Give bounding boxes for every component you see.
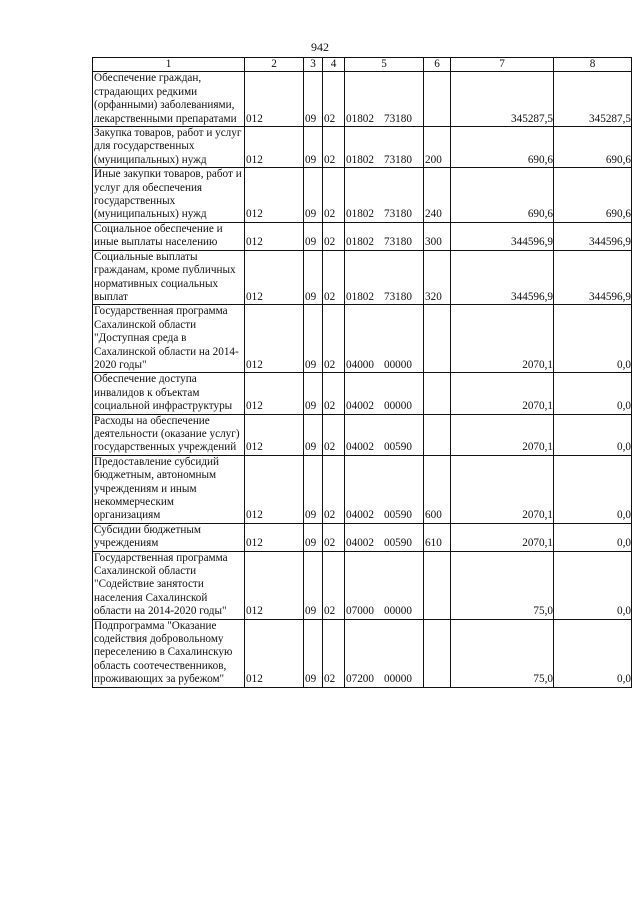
target-article-direction: 00590 — [383, 509, 412, 522]
amount-col7-cell: 2070,1 — [451, 523, 554, 551]
amount-col7-cell: 344596,9 — [451, 222, 554, 250]
row-name-cell: Государственная программа Сахалинской области "Содействие занятости населения Сахалинской области на 2014-2020 годы" — [93, 551, 245, 619]
budget-table — [92, 57, 632, 688]
row-name-cell: Закупка товаров, работ и услуг для государственных (муниципальных) нужд — [93, 127, 245, 168]
amount-col8-cell: 344596,9 — [554, 222, 632, 250]
expense-type-cell: 200 — [424, 127, 451, 168]
target-article-direction: 00590 — [383, 441, 412, 454]
target-article-cell — [345, 72, 424, 127]
ministry-code-cell: 012 — [245, 72, 304, 127]
subsection-cell: 02 — [323, 414, 345, 455]
amount-col8-cell: 0,0 — [554, 305, 632, 373]
subsection-cell: 02 — [323, 168, 345, 223]
target-article-cell — [345, 551, 424, 619]
ministry-code-cell: 012 — [245, 305, 304, 373]
column-header: 2 — [245, 58, 304, 72]
row-name-cell: Обеспечение граждан, страдающих редкими (орфанными) заболеваниями, лекарственными препаратами — [93, 72, 245, 127]
expense-type-cell: 600 — [424, 455, 451, 523]
target-article-cell — [345, 305, 424, 373]
target-article-program: 04002 — [346, 400, 374, 413]
amount-col7-cell: 2070,1 — [451, 373, 554, 414]
table-row — [93, 305, 632, 373]
target-article-direction: 00590 — [383, 537, 412, 550]
target-article-cell — [345, 373, 424, 414]
table-row — [93, 168, 632, 223]
expense-type-cell — [424, 551, 451, 619]
table-row — [93, 127, 632, 168]
target-article-direction: 73180 — [383, 112, 412, 125]
amount-col7-cell: 2070,1 — [451, 305, 554, 373]
expense-type-cell: 240 — [424, 168, 451, 223]
target-article-direction: 00000 — [383, 400, 412, 413]
column-header: 5 — [345, 58, 424, 72]
ministry-code-cell: 012 — [245, 250, 304, 305]
amount-col8-cell: 0,0 — [554, 619, 632, 687]
row-name-cell: Государственная программа Сахалинской области "Доступная среда в Сахалинской области на 2014-2020 годы" — [93, 305, 245, 373]
target-article-program: 07000 — [346, 605, 374, 618]
section-cell: 09 — [304, 72, 323, 127]
target-article-direction: 73180 — [383, 153, 412, 166]
ministry-code-cell: 012 — [245, 551, 304, 619]
ministry-code-cell: 012 — [245, 127, 304, 168]
ministry-code-cell: 012 — [245, 619, 304, 687]
section-cell: 09 — [304, 127, 323, 168]
table-row — [93, 523, 632, 551]
section-cell: 09 — [304, 619, 323, 687]
column-header: 3 — [304, 58, 323, 72]
amount-col8-cell: 0,0 — [554, 373, 632, 414]
target-article-direction: 73180 — [383, 290, 412, 303]
table-row — [93, 455, 632, 523]
target-article-direction: 73180 — [383, 208, 412, 221]
target-article-direction: 00000 — [383, 358, 412, 371]
expense-type-cell: 610 — [424, 523, 451, 551]
ministry-code-cell: 012 — [245, 222, 304, 250]
row-name-cell: Подпрограмма "Оказание содействия добровольному переселению в Сахалинскую область соотечественников, проживающих за рубежом" — [93, 619, 245, 687]
amount-col7-cell: 690,6 — [451, 168, 554, 223]
amount-col8-cell: 690,6 — [554, 127, 632, 168]
subsection-cell: 02 — [323, 222, 345, 250]
target-article-cell — [345, 455, 424, 523]
amount-col8-cell: 0,0 — [554, 414, 632, 455]
subsection-cell: 02 — [323, 250, 345, 305]
expense-type-cell: 320 — [424, 250, 451, 305]
target-article-cell — [345, 523, 424, 551]
subsection-cell: 02 — [323, 373, 345, 414]
page-number: 942 — [311, 40, 329, 54]
target-article-program: 04002 — [346, 441, 374, 454]
section-cell: 09 — [304, 414, 323, 455]
amount-col8-cell: 345287,5 — [554, 72, 632, 127]
target-article-program: 01802 — [346, 290, 374, 303]
table-row — [93, 414, 632, 455]
target-article-direction: 73180 — [383, 236, 412, 249]
table-row — [93, 222, 632, 250]
section-cell: 09 — [304, 455, 323, 523]
subsection-cell: 02 — [323, 619, 345, 687]
target-article-program: 04002 — [346, 537, 374, 550]
target-article-cell — [345, 250, 424, 305]
column-header: 7 — [451, 58, 554, 72]
amount-col8-cell: 0,0 — [554, 551, 632, 619]
amount-col7-cell: 344596,9 — [451, 250, 554, 305]
subsection-cell: 02 — [323, 72, 345, 127]
amount-col7-cell: 75,0 — [451, 551, 554, 619]
target-article-cell — [345, 222, 424, 250]
amount-col7-cell: 2070,1 — [451, 455, 554, 523]
amount-col7-cell: 2070,1 — [451, 414, 554, 455]
row-name-cell: Социальные выплаты гражданам, кроме публичных нормативных социальных выплат — [93, 250, 245, 305]
target-article-program: 07200 — [346, 673, 374, 686]
section-cell: 09 — [304, 523, 323, 551]
amount-col8-cell: 0,0 — [554, 455, 632, 523]
expense-type-cell — [424, 305, 451, 373]
amount-col7-cell: 75,0 — [451, 619, 554, 687]
ministry-code-cell: 012 — [245, 168, 304, 223]
section-cell: 09 — [304, 250, 323, 305]
subsection-cell: 02 — [323, 523, 345, 551]
table-row — [93, 619, 632, 687]
ministry-code-cell: 012 — [245, 373, 304, 414]
ministry-code-cell: 012 — [245, 455, 304, 523]
header-row — [93, 58, 632, 72]
column-header: 6 — [424, 58, 451, 72]
target-article-program: 04002 — [346, 509, 374, 522]
target-article-cell — [345, 168, 424, 223]
section-cell: 09 — [304, 305, 323, 373]
row-name-cell: Субсидии бюджетным учреждениям — [93, 523, 245, 551]
expense-type-cell — [424, 619, 451, 687]
amount-col8-cell: 690,6 — [554, 168, 632, 223]
expense-type-cell — [424, 72, 451, 127]
amount-col8-cell: 344596,9 — [554, 250, 632, 305]
expense-type-cell: 300 — [424, 222, 451, 250]
target-article-program: 01802 — [346, 236, 374, 249]
target-article-program: 04000 — [346, 358, 374, 371]
target-article-program: 01802 — [346, 153, 374, 166]
target-article-direction: 00000 — [383, 605, 412, 618]
expense-type-cell — [424, 414, 451, 455]
expense-type-cell — [424, 373, 451, 414]
target-article-cell — [345, 414, 424, 455]
subsection-cell: 02 — [323, 455, 345, 523]
ministry-code-cell: 012 — [245, 523, 304, 551]
section-cell: 09 — [304, 373, 323, 414]
section-cell: 09 — [304, 222, 323, 250]
subsection-cell: 02 — [323, 551, 345, 619]
column-header: 4 — [323, 58, 345, 72]
ministry-code-cell: 012 — [245, 414, 304, 455]
target-article-cell — [345, 619, 424, 687]
column-header: 1 — [93, 58, 245, 72]
row-name-cell: Иные закупки товаров, работ и услуг для обеспечения государственных (муниципальных) нужд — [93, 168, 245, 223]
section-cell: 09 — [304, 168, 323, 223]
target-article-direction: 00000 — [383, 673, 412, 686]
amount-col8-cell: 0,0 — [554, 523, 632, 551]
table-row — [93, 250, 632, 305]
table-body — [93, 72, 632, 687]
table-row — [93, 72, 632, 127]
row-name-cell: Расходы на обеспечение деятельности (оказание услуг) государственных учреждений — [93, 414, 245, 455]
amount-col7-cell: 345287,5 — [451, 72, 554, 127]
target-article-program: 01802 — [346, 208, 374, 221]
table-row — [93, 551, 632, 619]
row-name-cell: Предоставление субсидий бюджетным, автономным учреждениям и иным некоммерческим организациям — [93, 455, 245, 523]
target-article-program: 01802 — [346, 112, 374, 125]
target-article-cell — [345, 127, 424, 168]
table-row — [93, 373, 632, 414]
subsection-cell: 02 — [323, 127, 345, 168]
row-name-cell: Социальное обеспечение и иные выплаты населению — [93, 222, 245, 250]
section-cell: 09 — [304, 551, 323, 619]
subsection-cell: 02 — [323, 305, 345, 373]
amount-col7-cell: 690,6 — [451, 127, 554, 168]
row-name-cell: Обеспечение доступа инвалидов к объектам социальной инфраструктуры — [93, 373, 245, 414]
column-header: 8 — [554, 58, 632, 72]
